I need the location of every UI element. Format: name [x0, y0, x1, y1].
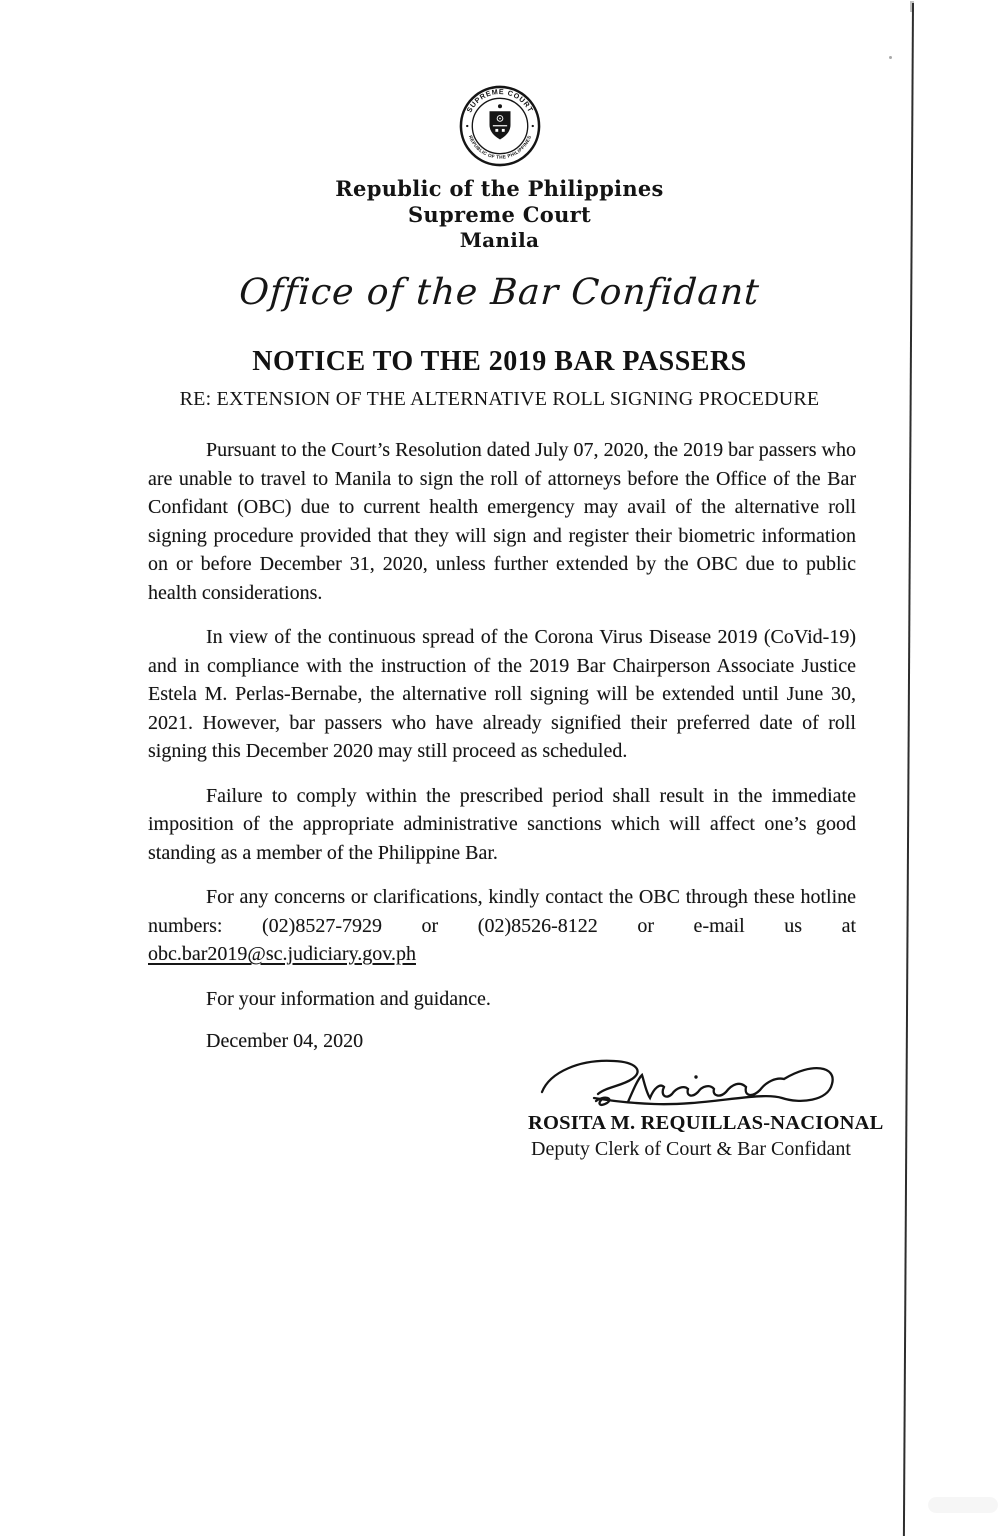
notice-subtitle: RE: EXTENSION OF THE ALTERNATIVE ROLL SIGNING PROCEDURE — [179, 388, 820, 410]
date-line: December 04, 2020 — [206, 1030, 364, 1052]
signature-image — [536, 1054, 844, 1116]
letterhead-office-name: Office of the Bar Confidant — [237, 272, 762, 313]
supreme-court-seal-icon — [458, 84, 542, 168]
body-paragraph-1: Pursuant to the Court’s Resolution dated July 07, 2020, the 2019 bar passers who are unable to travel to Manila to sign the roll of attorneys before the Office of the Bar Confidant (OBC) due to current health emergency may avail of the alternative roll signing procedure provided that they will sign and register their biometric information on or before December 31, 2020, unless further extended by the OBC due to public health considerations. — [148, 439, 856, 604]
scan-speck — [889, 56, 892, 59]
signatory-title: Deputy Clerk of Court & Bar Confidant — [531, 1138, 851, 1160]
notice-title: NOTICE TO THE 2019 BAR PASSERS — [252, 346, 747, 377]
contact-text: For any concerns or clarifications, kindly contact the OBC through these hotline numbers: (02)8527-7929 or (02)8526-8122 or e-mail us at — [148, 886, 856, 937]
letterhead-republic: Republic of the Philippines — [335, 176, 664, 201]
seal-bottom-text: REPUBLIC OF THE PHILIPPINES — [467, 134, 532, 160]
letterhead-supreme-court: Supreme Court — [407, 202, 592, 227]
signatory-name: ROSITA M. REQUILLAS-NACIONAL — [528, 1112, 884, 1134]
scan-smudge — [928, 1497, 998, 1513]
svg-text:SUPREME COURT — [465, 88, 534, 114]
body-paragraph-4 — [148, 883, 856, 969]
email-address: obc.bar2019@sc.judiciary.gov.ph — [148, 943, 416, 965]
closing-line: For your information and guidance. — [206, 987, 491, 1010]
body-paragraph-3: Failure to comply within the prescribed period shall result in the immediate imposition of the appropriate administrative sanctions which will affect one’s good standing as a member of the Philippine Bar. — [148, 784, 856, 864]
letterhead-city: Manila — [459, 228, 540, 252]
body-paragraph-2: In view of the continuous spread of the Corona Virus Disease 2019 (CoVid-19) and in compliance with the instruction of the 2019 Bar Chairperson Associate Justice Estela M. Perlas-Bernabe, the alternative roll signing will be extended until June 30, 2021. However, bar passers who have already signified their preferred date of roll signing this December 2020 may still proceed as scheduled. — [148, 626, 856, 762]
signature-block — [528, 1112, 884, 1161]
notice-body — [148, 436, 856, 1072]
seal-top-text: SUPREME COURT — [464, 87, 535, 115]
